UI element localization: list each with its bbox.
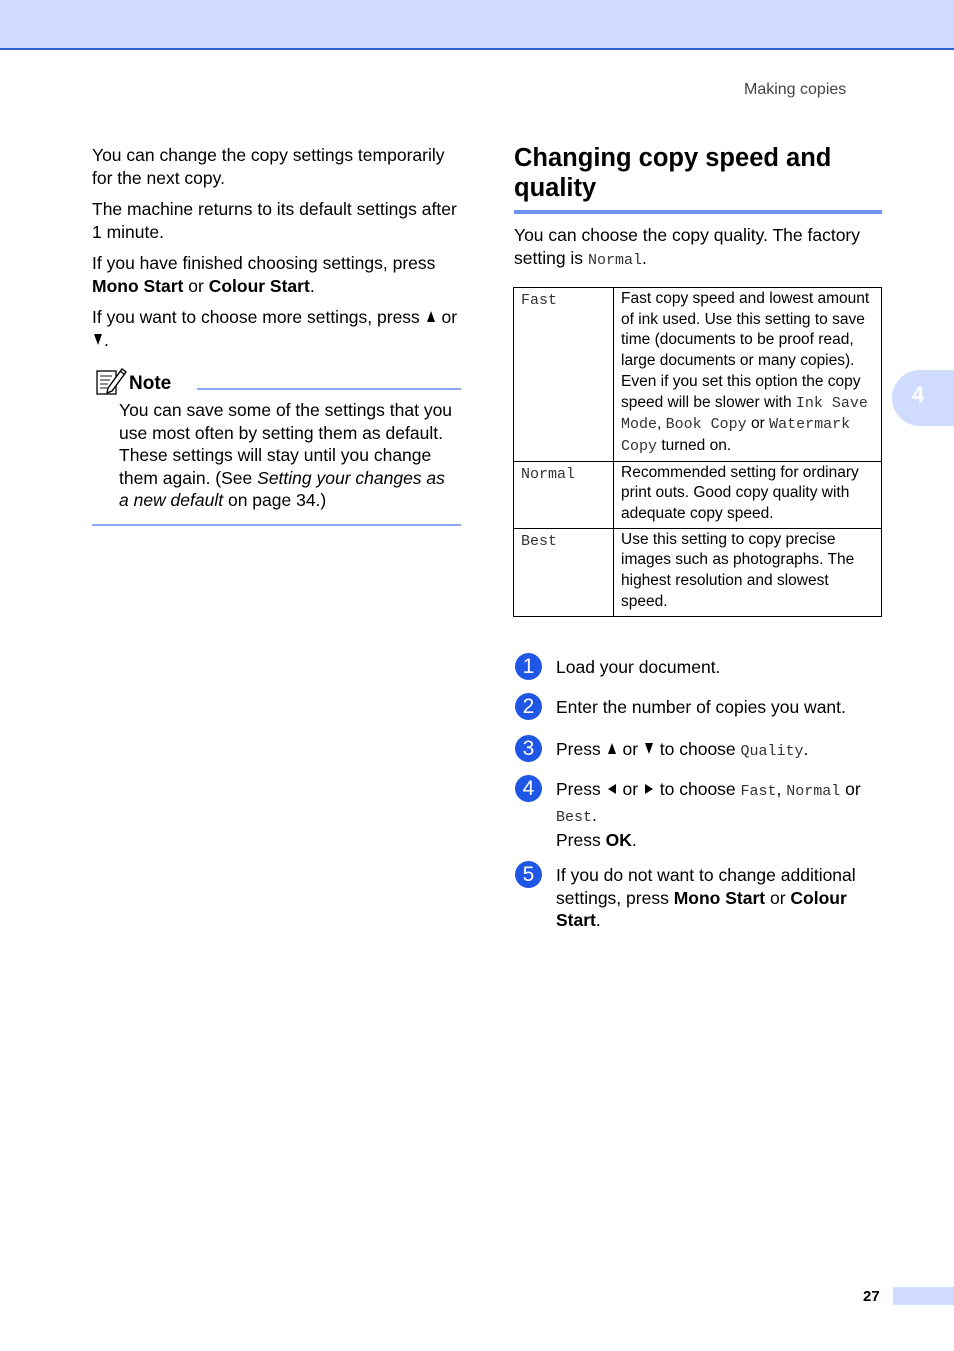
procedure-steps [514, 652, 884, 932]
left-arrow-icon [608, 784, 616, 794]
mono-start-key: Mono Start [92, 276, 184, 296]
paragraph-finish-settings: If you have finished choosing settings, press Mono Start or Colour Start. [92, 253, 436, 296]
step-item [514, 692, 884, 734]
step-item [514, 652, 884, 692]
up-arrow-icon [608, 743, 616, 754]
step-number-badge: 5 [515, 861, 542, 888]
ok-key: OK [605, 830, 632, 850]
section-title: Changing copy speed and quality [514, 143, 882, 214]
note-box [92, 366, 461, 526]
colour-start-key: Colour Start [556, 887, 847, 930]
step-number-badge: 4 [515, 775, 542, 802]
table-row [514, 528, 882, 616]
paragraph-more-settings: If you want to choose more settings, press or . [92, 307, 458, 350]
step-text: If you do not want to change additional settings, press Mono Start or Colour Start. [556, 865, 856, 930]
step-text: Enter the number of copies you want. [556, 697, 846, 717]
running-header: Making copies [744, 81, 847, 98]
note-title: Note [129, 373, 172, 394]
option-name: Best [514, 528, 614, 616]
colour-start-key: Colour Start [208, 276, 310, 296]
step-text: Load your document. [556, 657, 721, 677]
note-pencil-icon [95, 366, 127, 402]
down-arrow-icon [645, 743, 653, 754]
step-number-badge: 1 [515, 653, 542, 680]
paragraph-default-return: The machine returns to its default settings after 1 minute. [92, 199, 457, 242]
step-item [514, 734, 884, 774]
step-number-badge: 3 [515, 735, 542, 762]
page-number: 27 [863, 1288, 880, 1305]
step-item [514, 774, 884, 860]
option-description: Use this setting to copy precise images such as photographs. The highest resolution and slowest speed. [614, 528, 882, 616]
chapter-number: 4 [912, 382, 925, 407]
section-intro: You can choose the copy quality. The factory setting is Normal. [514, 225, 861, 269]
page-number-tab [893, 1287, 954, 1305]
down-arrow-icon [94, 334, 102, 345]
intro-text-column [92, 144, 462, 360]
option-description: Fast copy speed and lowest amount of ink used. Use this setting to save time (documents to be proof read, large documents or many copies). Even if you set this option the copy speed will be slower with Ink Save Mode, Book Copy or Watermark Copy turned on. [614, 288, 882, 462]
top-header-bar [0, 0, 954, 50]
step-item [514, 860, 884, 932]
paragraph-temporary-settings: You can change the copy settings temporarily for the next copy. [92, 145, 445, 188]
quality-options-table [513, 287, 882, 617]
note-title-rule [197, 388, 461, 390]
cross-reference: Setting your changes as a new default [119, 467, 445, 510]
option-description: Recommended setting for ordinary print outs. Good copy quality with adequate copy speed. [614, 461, 882, 528]
option-name: Normal [514, 461, 614, 528]
factory-setting-value: Normal [587, 252, 642, 269]
step-number-badge: 2 [515, 693, 542, 720]
step-text: Press or to choose Fast, Normal or Best. Press OK. [556, 779, 861, 850]
up-arrow-icon [427, 311, 435, 322]
option-name: Fast [514, 288, 614, 462]
right-arrow-icon [645, 784, 653, 794]
table-row [514, 288, 882, 462]
mono-start-key: Mono Start [673, 887, 766, 908]
note-body: You can save some of the settings that you use most often by setting them as default. These settings will stay until you change them again. (See Setting your changes as a new default on page 34.) [119, 400, 453, 510]
table-row [514, 461, 882, 528]
step-text: Press or to choose Quality. [556, 739, 809, 760]
